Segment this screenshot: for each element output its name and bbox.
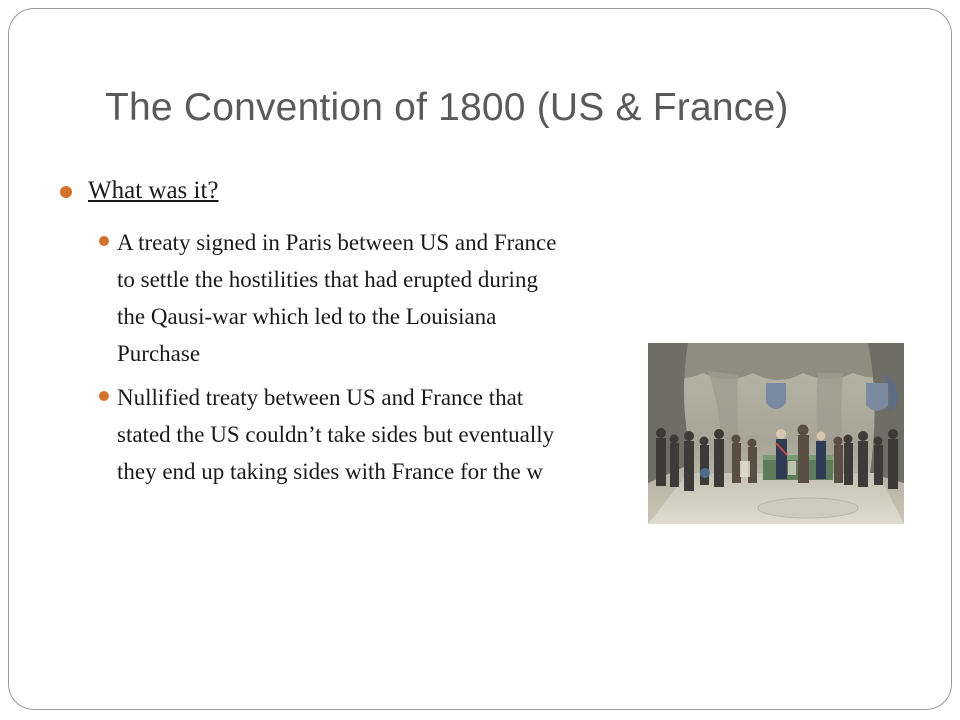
text-line: the Qausi-war which led to the Louisiana xyxy=(117,304,497,329)
sub-bullet-nullified xyxy=(117,379,687,490)
bullet-dot-icon xyxy=(60,186,72,198)
sub-bullet-dot-icon xyxy=(99,236,109,246)
slide-title: The Convention of 1800 (US & France) xyxy=(105,86,789,129)
text-line: stated the US couldn’t take sides but eventually xyxy=(117,422,555,447)
bullet-heading: What was it? xyxy=(88,177,219,204)
treaty-signing-painting xyxy=(648,343,904,524)
sub-bullet-dot-icon xyxy=(99,391,109,401)
painting-illustration xyxy=(648,343,904,524)
text-line: they end up taking sides with France for the w xyxy=(117,459,544,484)
text-line: to settle the hostilities that had erupted during xyxy=(117,267,538,292)
text-line: Nullified treaty between US and France that xyxy=(117,385,524,410)
text-line: A treaty signed in Paris between US and France xyxy=(117,230,557,255)
sub-bullet-treaty xyxy=(117,224,677,372)
text-line: Purchase xyxy=(117,341,201,366)
